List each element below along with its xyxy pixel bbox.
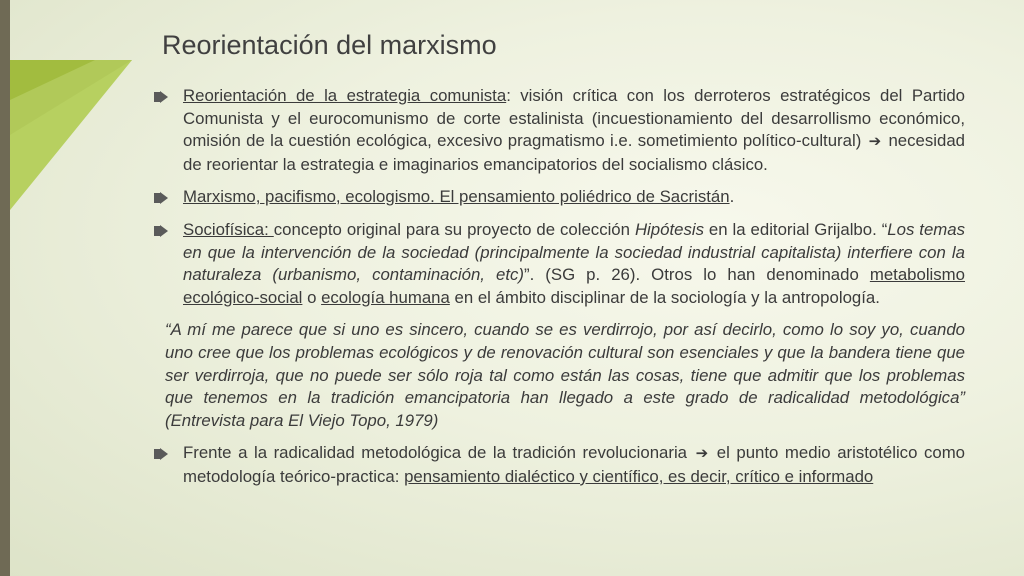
- bullet-text: Frente a la radicalidad metodológica de la tradición revolucionaria: [183, 443, 694, 463]
- arrow-bullet-icon: [154, 448, 168, 460]
- link-reorientacion-estrategia[interactable]: Reorientación de la estrategia comunista: [183, 86, 507, 105]
- bullet-text: o: [302, 287, 322, 307]
- bullet-text: en el ámbito disciplinar de la sociología y la antropología.: [449, 287, 880, 307]
- italic-text: Hipótesis: [634, 219, 704, 239]
- bullet-text: el punto medio aristotélico como metodología teórico-practica:: [183, 443, 966, 486]
- bullet-text: .: [729, 187, 735, 207]
- bullet-text: ”. (SG p. 26). Otros lo han denominado: [523, 265, 870, 285]
- bullet-item-sociofisica: [150, 219, 965, 309]
- link-sociofisica[interactable]: Sociofísica:: [183, 219, 274, 239]
- link-pensamiento-dialectico[interactable]: pensamiento dialéctico y científico, es decir, crítico e informado: [404, 466, 874, 486]
- slide-title: Reorientación del marxismo: [162, 30, 497, 60]
- arrow-bullet-icon: [154, 192, 168, 204]
- italic-quote: Los temas en que la intervención de la sociedad (principalmente la sociedad industrial capitalista) interfiere con la naturaleza (urbanismo, contaminación, etc): [183, 219, 966, 285]
- bullet-text: concepto original para su proyecto de colección: [273, 219, 635, 239]
- bullet-item-marxismo: [150, 186, 965, 209]
- slide-content: [150, 85, 965, 499]
- bullet-text: en la editorial Grijalbo. “: [703, 219, 888, 239]
- bullet-item-frente: [150, 442, 965, 488]
- quote-paragraph: “A mí me parece que si uno es sincero, cuando se es verdirrojo, por así decirlo, como lo soy yo, cuando uno cree que los problemas ecológicos y de renovación cultural son esenciales y que la bandera tiene que ser verdirroja, que no puede ser sólo roja tal como están las cosas, tiene que admitir que los problemas que tenemos en la tradición emancipatoria han llegado a este grado de radicalidad metodológica” (Entrevista para El Viejo Topo, 1979): [165, 320, 965, 430]
- link-metabolismo[interactable]: metabolismo ecológico-social: [183, 265, 965, 307]
- bullet-item-reorientacion: [150, 85, 965, 176]
- link-marxismo-pacifismo[interactable]: Marxismo, pacifismo, ecologismo. El pensamiento poliédrico de Sacristán: [183, 187, 730, 207]
- right-arrow-icon: ➔: [695, 445, 709, 463]
- arrow-bullet-icon: [154, 225, 168, 237]
- bullet-text: necesidad de reorientar la estrategia e imaginarios emancipatorios del socialismo clásico.: [183, 131, 965, 174]
- bullet-text: : visión crítica con los derroteros estratégicos del Partido Comunista y el eurocomunismo de corte estalinista (incuestionamiento del desarrollismo económico, omisión de la cuestión ecológica, excesivo pragmatismo i.e. sometimiento político-cultural): [183, 86, 965, 151]
- link-ecologia-humana[interactable]: ecología humana: [321, 287, 450, 307]
- right-arrow-icon: ➔: [868, 133, 882, 151]
- arrow-bullet-icon: [154, 91, 168, 103]
- decorative-triangles: [0, 0, 150, 576]
